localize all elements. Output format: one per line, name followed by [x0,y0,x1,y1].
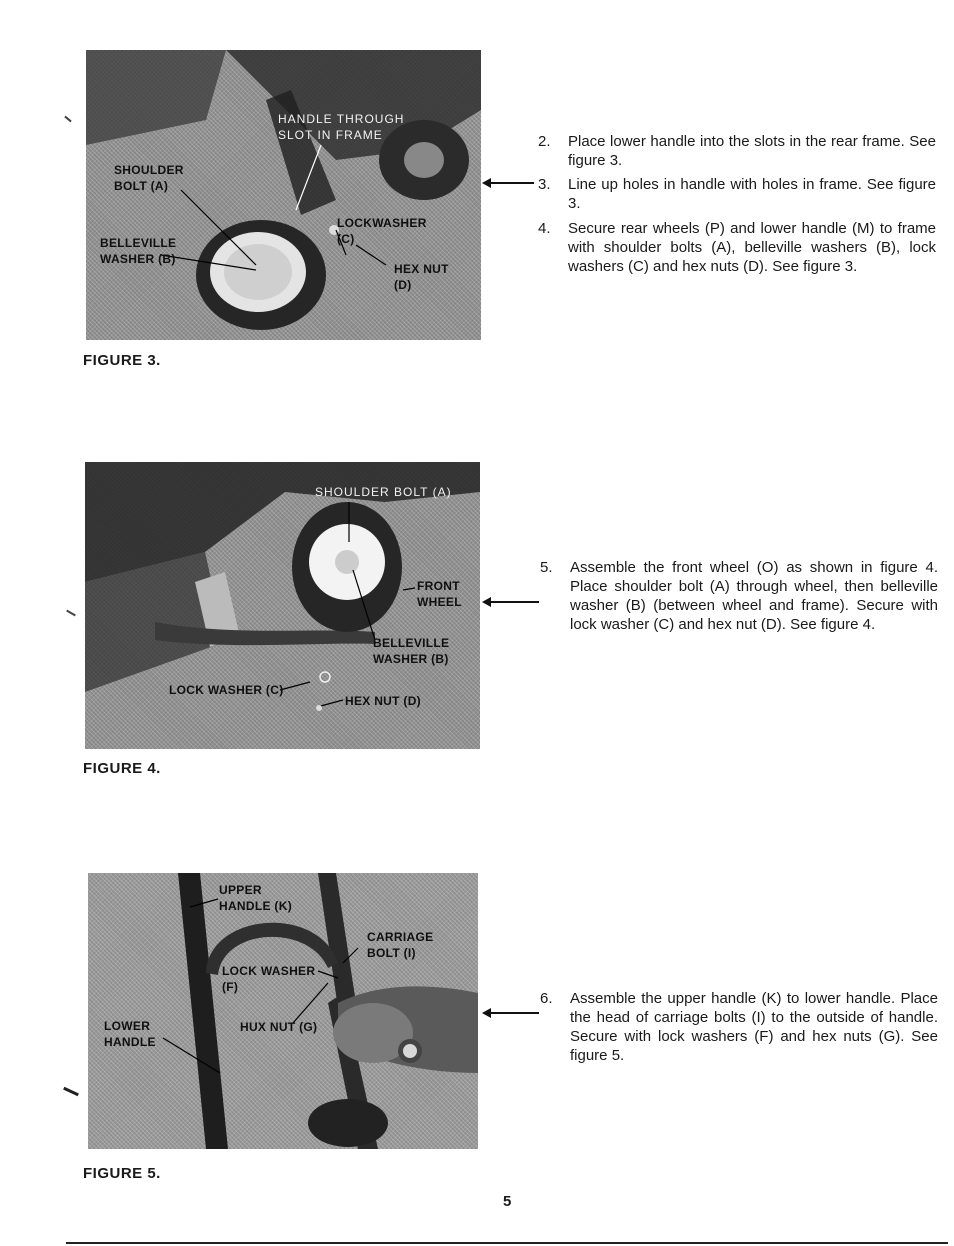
step-text: Secure rear wheels (P) and lower handle (M) to frame with shoulder bolts (A), belleville washers (B), lock washers (C) and hex nuts (D). See figure 3. [568,220,936,275]
step-number: 6. [540,990,553,1007]
figure-3-caption: FIGURE 3. [83,352,161,369]
step-text: Assemble the front wheel (O) as shown in figure 4. Place shoulder bolt (A) through wheel, then belleville washer (B) (between wheel and frame). Secure with lock washer (C) and hex nut (D). See figure 4. [570,559,938,633]
figure-4-caption: FIGURE 4. [83,760,161,777]
label-shoulder-bolt: SHOULDER BOLT (A) [114,163,184,193]
label-lock-washer: LOCK WASHER (F) [222,964,316,994]
label-lockwasher: LOCKWASHER (C) [337,216,427,246]
margin-tick-mark [66,610,76,617]
figure-5-photo [88,873,478,1149]
instruction-step-3 [538,175,936,213]
label-handle-through-slot: HANDLE THROUGH SLOT IN FRAME [278,112,405,142]
step-text: Place lower handle into the slots in the rear frame. See figure 3. [568,133,936,169]
pointer-arrow-step-6 [490,1012,539,1014]
step-text: Line up holes in handle with holes in frame. See figure 3. [568,176,936,212]
label-front-wheel: FRONT WHEEL [417,579,462,609]
label-shoulder-bolt: SHOULDER BOLT (A) [315,485,452,499]
figure-3-photo [86,50,481,340]
page-number: 5 [503,1193,512,1210]
label-upper-handle: UPPER HANDLE (K) [219,883,292,913]
label-belleville-washer: BELLEVILLE WASHER (B) [373,636,450,666]
margin-tick-mark [64,116,71,123]
step-text: Assemble the upper handle (K) to lower handle. Place the head of carriage bolts (I) to the outside of handle. Secure with lock washers (F) and hex nuts (G). See figure 5. [570,990,938,1064]
figure-5-illustration [88,873,478,1149]
instruction-step-4 [538,219,936,276]
label-hex-nut: HEX NUT (D) [345,694,421,708]
label-hex-nut: HEX NUT (D) [394,262,449,292]
step-number: 2. [538,133,551,150]
pointer-arrow-step-3 [490,182,534,184]
margin-tick-mark [63,1087,79,1096]
instruction-step-2 [538,132,936,170]
instruction-step-6 [540,989,938,1065]
step-number: 3. [538,176,551,193]
figure-3-illustration [86,50,481,340]
footer-rule [66,1242,948,1244]
label-lock-washer: LOCK WASHER (C) [169,683,284,697]
instruction-step-5 [540,558,938,634]
step-number: 4. [538,220,551,237]
figure-4-photo [85,462,480,749]
pointer-arrow-step-5 [490,601,539,603]
label-hux-nut: HUX NUT (G) [240,1020,318,1034]
label-lower-handle: LOWER HANDLE [104,1019,156,1049]
label-carriage-bolt: CARRIAGE BOLT (I) [367,930,434,960]
figure-5-caption: FIGURE 5. [83,1165,161,1182]
label-belleville-washer: BELLEVILLE WASHER (B) [100,236,177,266]
step-number: 5. [540,559,553,576]
